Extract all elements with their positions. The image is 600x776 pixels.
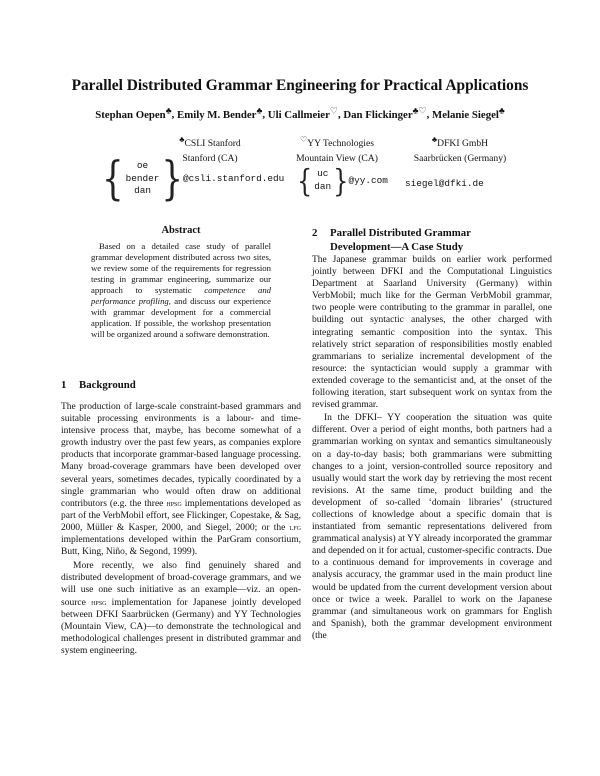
right-brace: } xyxy=(161,151,184,206)
affiliation-csli: ♣CSLI Stanford Stanford (CA) xyxy=(179,135,241,165)
abstract-heading: Abstract xyxy=(161,225,201,236)
section-heading: 2 Parallel Distributed Grammar Development—A Case Study xyxy=(312,227,471,253)
author: Stephan Oepen♣ xyxy=(95,105,172,121)
author: Emily M. Bender♣ xyxy=(177,105,263,121)
email-dfki: siegel@dfki.de xyxy=(405,178,484,189)
author-list: Stephan Oepen♣, Emily M. Bender♣, Uli Callmeier♡, Dan Flickinger♣♡, Melanie Siegel♣ xyxy=(95,105,505,121)
paragraph: More recently, we also find genuinely shared and distributed development of broad-coverage grammars, and we will use one such initiative as an example—viz. an open-source hpsg implementation for Japanese jointly developed between DFKI Saarbrücken (Germany) and YY Technologies (Mountain View, CA)—to demonstrate the technological and methodological challenges present in distributed grammar and system engineering. xyxy=(61,561,302,656)
paper-title: Parallel Distributed Grammar Engineering for Practical Applications xyxy=(71,77,529,94)
paragraph: The Japanese grammar builds on earlier work performed jointly between DFKI and the Computational Linguistics Department at Saarland University (Germany) within VerbMobil; much like for the German VerbMobil grammar, two people were contributing to the grammar in parallel, one building out syntactic analyses, the other charged with integrating semantic composition into the syntax. This relatively strict separation of responsibilities mostly enabled grammarians to serialize incremental development of the resource: the syntactician would supply a grammar with extended coverage to the semanticist and, at the onset of the following iteration, start subsequent work on syntax from the revised grammar. xyxy=(312,255,552,411)
author: Uli Callmeier♡ xyxy=(267,105,338,121)
section-heading: 1 Background xyxy=(61,379,136,391)
paragraph: The production of large-scale constraint-based grammars and suitable processing environments is a labour- and time-intensive process that, maybe, has become somewhat of a growth industry over the past few years, as companies explore products that incorporate grammar-based language processing. Many broad-coverage grammars have been developed over several years, sometimes decades, typically coordinated by a single grammarian who would often draw on additional contributors (e.g. the three hpsg implementations developed as part of the VerbMobil effort, see Flickinger, Copestake, & Sag, 2000, Müller & Kasper, 2000, and Siegel, 2000; or the lfg implementations developed within the ParGram consortium, Butt, King, Niño, & Segond, 1999). xyxy=(61,402,301,558)
left-brace: { xyxy=(102,151,124,206)
right-brace: } xyxy=(333,162,349,199)
email-csli: { oe bender dan } @csli.stanford.edu xyxy=(102,151,285,206)
author: Melanie Siegel♣ xyxy=(432,105,505,121)
affiliation-dfki: ♣DFKI GmbH Saarbrücken (Germany) xyxy=(413,135,507,165)
left-brace: { xyxy=(297,162,313,199)
abstract-text: Based on a detailed case study of parallel grammar development distributed across two sites, we review some of the requirements for regression testing in grammar engineering, summarize our approach to systematic competence and performance profiling, and discuss our experience with grammar development for a commercial application. If possible, the workshop presentation will be organized around a software demonstration. xyxy=(91,241,272,339)
section-1-body xyxy=(61,401,301,657)
section-2-body xyxy=(312,254,552,642)
email-yy: { uc dan } @yy.com xyxy=(297,162,388,199)
author: Dan Flickinger♣♡ xyxy=(343,105,427,121)
paragraph: In the DFKI– YY cooperation the situation was quite different. Over a period of eight months, both partners had a grammarian working on syntax and semantics simultaneously on a day-to-day basis; both grammarians were submitting changes to a joint, version-controlled source repository and usually would start the work day by retrieving the most recent revisions. At the same time, product building and the development of so-called ‘domain libraries’ (structured collections of knowledge about a specific domain that is instantiated from semantic representations delivered from grammatical analysis) at YY already incorporated the grammar and depended on it for actual, customer-specific contracts. Due to a continuous demand for improvements in coverage and analysis accuracy, the grammar used in the main product line would be updated from the current development version about once or twice a week. Parallel to work on the Japanese grammar (and simultaneous work on grammars for English and Spanish), both the grammar development environment (the xyxy=(312,413,552,641)
affiliation-yy: ♡YY Technologies Mountain View (CA) xyxy=(296,135,378,165)
